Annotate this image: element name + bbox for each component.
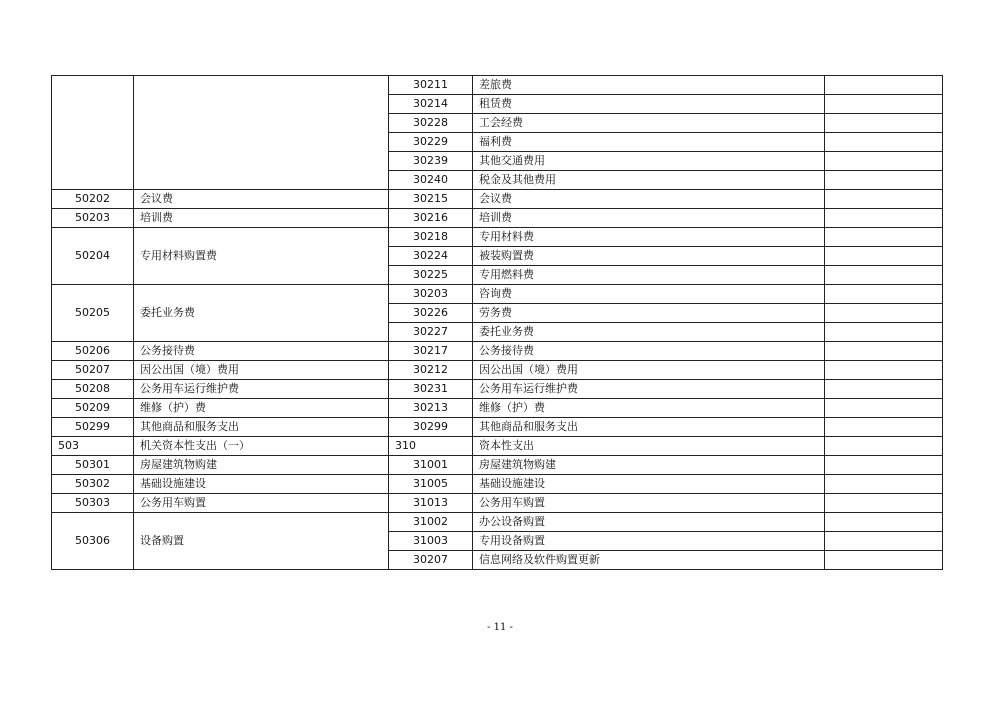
table-row <box>52 494 943 513</box>
cell-name-left: 培训费 <box>134 209 389 228</box>
cell-code-right: 30228 <box>389 114 473 133</box>
cell-code-left: 50205 <box>52 285 134 342</box>
cell-blank <box>825 532 943 551</box>
table-row <box>52 475 943 494</box>
cell-code-right: 30211 <box>389 76 473 95</box>
cell-name-left: 公务接待费 <box>134 342 389 361</box>
cell-name-left: 基础设施建设 <box>134 475 389 494</box>
cell-code-left: 50306 <box>52 513 134 570</box>
cell-name-left: 机关资本性支出（一） <box>134 437 389 456</box>
cell-blank <box>825 380 943 399</box>
cell-code-right: 30231 <box>389 380 473 399</box>
cell-name-left: 公务用车运行维护费 <box>134 380 389 399</box>
cell-name-right: 劳务费 <box>473 304 825 323</box>
cell-name-left: 设备购置 <box>134 513 389 570</box>
cell-code-right: 31003 <box>389 532 473 551</box>
cell-code-right: 30239 <box>389 152 473 171</box>
cell-name-right: 信息网络及软件购置更新 <box>473 551 825 570</box>
cell-blank <box>825 494 943 513</box>
cell-name-right: 会议费 <box>473 190 825 209</box>
cell-blank <box>825 228 943 247</box>
cell-blank <box>825 95 943 114</box>
cell-code-right: 30207 <box>389 551 473 570</box>
cell-blank <box>825 418 943 437</box>
cell-name-right: 培训费 <box>473 209 825 228</box>
cell-blank <box>825 190 943 209</box>
cell-name-left: 其他商品和服务支出 <box>134 418 389 437</box>
table-row <box>52 361 943 380</box>
cell-code-left: 50302 <box>52 475 134 494</box>
cell-code-right: 30225 <box>389 266 473 285</box>
cell-name-right: 租赁费 <box>473 95 825 114</box>
table-row <box>52 342 943 361</box>
cell-blank <box>825 133 943 152</box>
cell-name-right: 公务用车运行维护费 <box>473 380 825 399</box>
cell-code-left: 50207 <box>52 361 134 380</box>
cell-blank <box>825 247 943 266</box>
cell-code-right: 31002 <box>389 513 473 532</box>
cell-code-right: 310 <box>389 437 473 456</box>
cell-name-left <box>134 76 389 190</box>
cell-name-right: 因公出国（境）费用 <box>473 361 825 380</box>
cell-code-left <box>52 76 134 190</box>
cell-blank <box>825 304 943 323</box>
cell-code-left: 503 <box>52 437 134 456</box>
cell-code-right: 30213 <box>389 399 473 418</box>
cell-blank <box>825 152 943 171</box>
cell-code-right: 30216 <box>389 209 473 228</box>
cell-code-left: 50206 <box>52 342 134 361</box>
table-row <box>52 418 943 437</box>
cell-blank <box>825 437 943 456</box>
cell-code-right: 30203 <box>389 285 473 304</box>
cell-code-left: 50299 <box>52 418 134 437</box>
table-row-category <box>52 437 943 456</box>
cell-code-right: 31001 <box>389 456 473 475</box>
cell-name-right: 公务用车购置 <box>473 494 825 513</box>
cell-code-right: 31005 <box>389 475 473 494</box>
cell-code-right: 30240 <box>389 171 473 190</box>
cell-name-right: 专用材料费 <box>473 228 825 247</box>
page-number: - 11 - <box>487 622 513 633</box>
cell-code-left: 50209 <box>52 399 134 418</box>
table-row <box>52 190 943 209</box>
cell-blank <box>825 456 943 475</box>
cell-code-left: 50303 <box>52 494 134 513</box>
cell-code-right: 30227 <box>389 323 473 342</box>
cell-name-right: 税金及其他费用 <box>473 171 825 190</box>
cell-blank <box>825 285 943 304</box>
cell-name-left: 委托业务费 <box>134 285 389 342</box>
table-row <box>52 209 943 228</box>
cell-blank <box>825 513 943 532</box>
table-row <box>52 228 943 247</box>
cell-blank <box>825 209 943 228</box>
cell-name-right: 被装购置费 <box>473 247 825 266</box>
cell-name-right: 差旅费 <box>473 76 825 95</box>
cell-name-right: 基础设施建设 <box>473 475 825 494</box>
cell-code-right: 30215 <box>389 190 473 209</box>
cell-name-right: 委托业务费 <box>473 323 825 342</box>
table-row <box>52 399 943 418</box>
cell-name-right: 资本性支出 <box>473 437 825 456</box>
cell-name-left: 维修（护）费 <box>134 399 389 418</box>
cell-code-right: 31013 <box>389 494 473 513</box>
cell-code-left: 50202 <box>52 190 134 209</box>
table-row <box>52 76 943 95</box>
cell-name-right: 其他商品和服务支出 <box>473 418 825 437</box>
cell-name-right: 专用燃料费 <box>473 266 825 285</box>
cell-name-left: 公务用车购置 <box>134 494 389 513</box>
cell-blank <box>825 76 943 95</box>
cell-name-right: 公务接待费 <box>473 342 825 361</box>
cell-name-left: 专用材料购置费 <box>134 228 389 285</box>
cell-name-right: 房屋建筑物购建 <box>473 456 825 475</box>
cell-code-right: 30212 <box>389 361 473 380</box>
cell-blank <box>825 171 943 190</box>
cell-name-right: 咨询费 <box>473 285 825 304</box>
cell-code-right: 30218 <box>389 228 473 247</box>
cell-code-right: 30217 <box>389 342 473 361</box>
cell-name-right: 福利费 <box>473 133 825 152</box>
cell-name-right: 其他交通费用 <box>473 152 825 171</box>
cell-blank <box>825 399 943 418</box>
cell-name-right: 办公设备购置 <box>473 513 825 532</box>
table-row <box>52 380 943 399</box>
budget-classification-table <box>51 75 943 570</box>
cell-code-left: 50301 <box>52 456 134 475</box>
cell-name-right: 工会经费 <box>473 114 825 133</box>
cell-code-left: 50208 <box>52 380 134 399</box>
cell-code-left: 50204 <box>52 228 134 285</box>
table-row <box>52 285 943 304</box>
cell-name-left: 因公出国（境）费用 <box>134 361 389 380</box>
cell-code-right: 30229 <box>389 133 473 152</box>
table-row <box>52 513 943 532</box>
cell-blank <box>825 114 943 133</box>
cell-name-left: 房屋建筑物购建 <box>134 456 389 475</box>
cell-code-left: 50203 <box>52 209 134 228</box>
cell-code-right: 30226 <box>389 304 473 323</box>
cell-blank <box>825 551 943 570</box>
cell-blank <box>825 361 943 380</box>
cell-blank <box>825 342 943 361</box>
table-row <box>52 456 943 475</box>
cell-name-right: 专用设备购置 <box>473 532 825 551</box>
cell-code-right: 30299 <box>389 418 473 437</box>
cell-name-left: 会议费 <box>134 190 389 209</box>
cell-blank <box>825 475 943 494</box>
cell-name-right: 维修（护）费 <box>473 399 825 418</box>
cell-blank <box>825 266 943 285</box>
cell-blank <box>825 323 943 342</box>
cell-code-right: 30224 <box>389 247 473 266</box>
cell-code-right: 30214 <box>389 95 473 114</box>
